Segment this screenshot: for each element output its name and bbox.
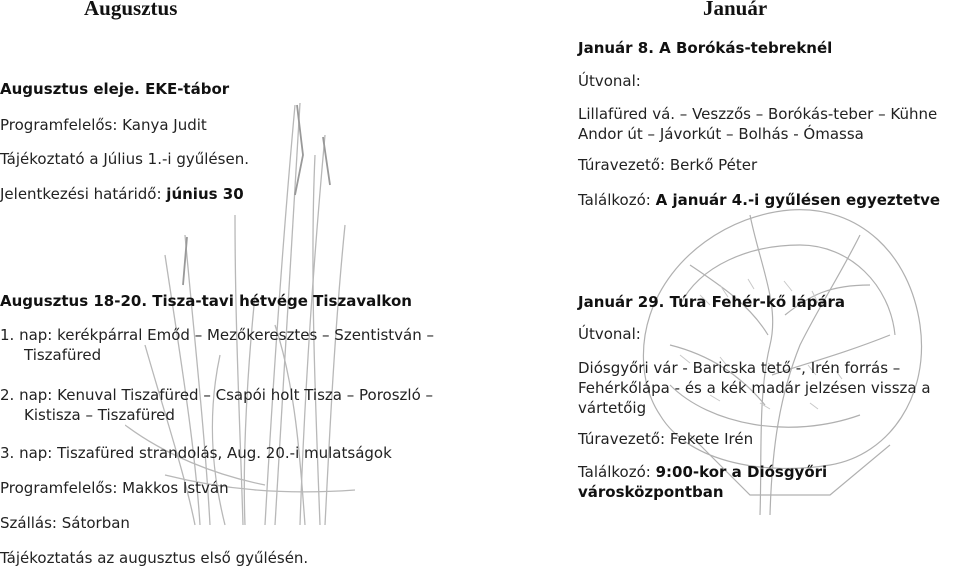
tour2-route-label: Útvonal: xyxy=(578,325,641,343)
tour2-route xyxy=(578,358,931,418)
tour2-meeting-label: Találkozó: xyxy=(578,463,656,481)
tour2-route-line1: Diósgyőri vár - Baricska tető -, Irén forrás – xyxy=(578,359,901,377)
weekend-day2 xyxy=(0,385,433,425)
camp-deadline-label: Jelentkezési határidő: xyxy=(0,185,167,203)
tour2-meeting-value-line1: 9:00-kor a Diósgyőri xyxy=(655,463,828,481)
tour2-title: Január 29. Túra Fehér-kő lápára xyxy=(578,293,846,311)
weekend-day1 xyxy=(0,325,434,365)
tour1-route-label: Útvonal: xyxy=(578,72,641,90)
camp-deadline-value: június 30 xyxy=(166,185,244,203)
tour1-route-line1: Lillafüred vá. – Veszzős – Borókás-teber – Kühne xyxy=(578,105,938,123)
weekend-day2-line2: Kistisza – Tiszafüred xyxy=(24,406,175,424)
tour1-meeting-label: Találkozó: xyxy=(578,191,656,209)
month-heading-august: Augusztus xyxy=(84,0,178,20)
month-heading-january: Január xyxy=(703,0,768,20)
weekend-day2-line1: 2. nap: Kenuval Tiszafüred – Csapói holt Tisza – Poroszló – xyxy=(0,386,434,404)
tour1-meeting-value: A január 4.-i gyűlésen egyeztetve xyxy=(655,191,941,209)
tour2-route-line2: Fehérkőlápa - és a kék madár jelzésen vissza a xyxy=(578,379,931,397)
tour2-meeting xyxy=(578,462,827,502)
camp-organizer: Programfelelős: Kanya Judit xyxy=(0,116,207,134)
tour2-guide: Túravezető: Fekete Irén xyxy=(578,430,754,448)
tour1-route-line2: Andor út – Jávorkút – Bolhás - Ómassa xyxy=(578,125,864,143)
camp-info: Tájékoztató a Július 1.-i gyűlésen. xyxy=(0,150,249,168)
weekend-day1-line2: Tiszafüred xyxy=(24,346,102,364)
weekend-info: Tájékoztatás az augusztus első gyűlésén. xyxy=(0,549,309,567)
tour2-route-line3: vártetőig xyxy=(578,399,647,417)
weekend-title: Augusztus 18-20. Tisza-tavi hétvége Tiszavalkon xyxy=(0,292,412,310)
tour2-meeting-value-line2: városközpontban xyxy=(578,483,724,501)
weekend-organizer: Programfelelős: Makkos István xyxy=(0,479,229,497)
camp-deadline xyxy=(0,184,244,204)
weekend-day1-line1: 1. nap: kerékpárral Emőd – Mezőkeresztes – Szentistván – xyxy=(0,326,435,344)
tour1-guide: Túravezető: Berkő Péter xyxy=(578,156,758,174)
tour1-meeting xyxy=(578,190,940,210)
weekend-lodging: Szállás: Sátorban xyxy=(0,514,130,532)
tour1-title: Január 8. A Borókás-tebreknél xyxy=(578,39,833,57)
camp-title: Augusztus eleje. EKE-tábor xyxy=(0,80,230,98)
tour1-route xyxy=(578,104,937,144)
weekend-day3: 3. nap: Tiszafüred strandolás, Aug. 20.-i mulatságok xyxy=(0,444,392,462)
